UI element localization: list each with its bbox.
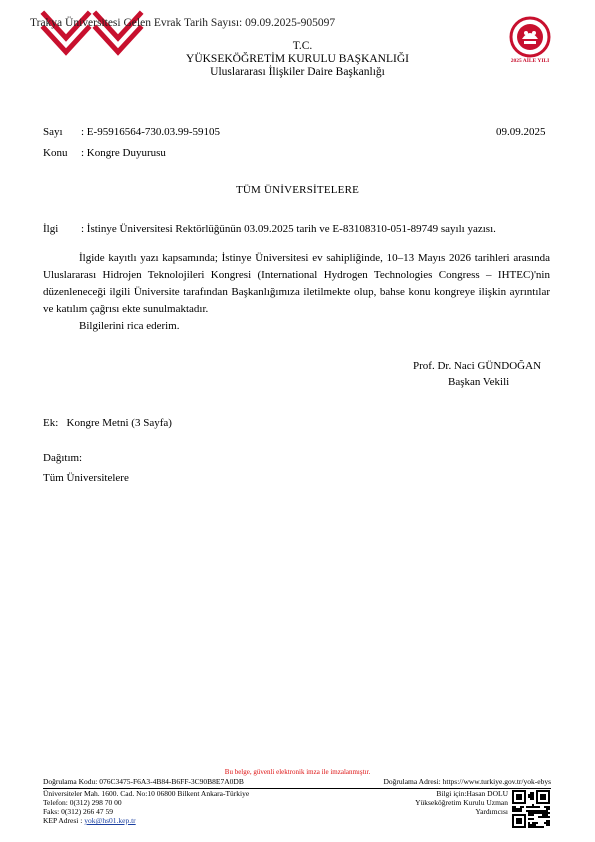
verification-code: Doğrulama Kodu: 076C3475-F6A3-4B84-B6FF-3C90B8E7A0DB	[43, 777, 244, 786]
info-title: Yükseköğretim Kurulu Uzman	[415, 798, 508, 807]
reference-row	[43, 223, 496, 235]
letter-body	[43, 250, 550, 335]
signature-block	[400, 358, 570, 390]
ilgi-label: İlgi	[43, 223, 59, 235]
verification-address[interactable]: Doğrulama Adresi: https://www.turkiye.gov.tr/yok-ebys	[383, 777, 551, 786]
info-role: Yardımcısı	[475, 807, 508, 816]
verification-qr-code	[512, 790, 550, 828]
signatory-title: Başkan Vekili	[448, 376, 510, 388]
verification-line	[43, 777, 551, 789]
incoming-document-stamp: Trakya Üniversitesi Gelen Evrak Tarih Sayısı: 09.09.2025-905097	[30, 17, 336, 29]
distribution-value: Tüm Üniversitelere	[43, 472, 129, 484]
body-paragraph-1: İlgide kayıtlı yazı kapsamında; İstinye Üniversitesi ev sahipliğinde, 10–13 Mayıs 2026 tarihleri arasında Uluslararası Hidrojen Teknolojileri Kongresi (International Hydrogen Technologies Congress – IHTEC)'nin düzenleneceği ilgili Üniversite tarafından Başkanlığımıza iletilmekte olup, bahse konu kongreye ilişkin ayrıntılar ve katılım çağrısı ekte sunulmaktadır.	[43, 252, 550, 315]
body-paragraph-2: Bilgilerini rica ederim.	[79, 320, 180, 332]
kep-row	[43, 816, 249, 825]
document-date: 09.09.2025	[496, 126, 546, 138]
signatory-name: Prof. Dr. Naci GÜNDOĞAN	[413, 360, 542, 372]
fax-number: Faks: 0(312) 266 47 59	[43, 807, 113, 816]
emblem-motto: 2025 AİLE YILI	[510, 58, 550, 64]
sayi-value: : E-95916564-730.03.99-59105	[81, 126, 221, 138]
sayi-row	[43, 126, 220, 139]
konu-value: : Kongre Duyurusu	[81, 147, 166, 159]
distribution-block	[43, 448, 129, 488]
kep-label: KEP Adresi :	[43, 816, 85, 825]
family-year-emblem	[500, 15, 560, 69]
ilgi-value: : İstinye Üniversitesi Rektörlüğünün 03.09.2025 tarih ve E-83108310-051-89749 sayılı yazısı.	[81, 223, 496, 235]
header-institution: YÜKSEKÖĞRETİM KURULU BAŞKANLIĞI	[186, 53, 409, 65]
header-department: Uluslararası İlişkiler Daire Başkanlığı	[210, 66, 385, 78]
family-year-emblem-icon	[500, 15, 560, 59]
konu-label: Konu	[43, 147, 68, 159]
info-contact-block	[380, 789, 508, 816]
phone-number: Telefon: 0(312) 298 70 00	[43, 798, 122, 807]
kep-address-link[interactable]: yok@hs01.kep.tr	[84, 816, 136, 825]
info-person: Bilgi için:Hasan DOLU	[436, 789, 508, 798]
postal-address: Üniversiteler Mah. 1600. Cad. No:10 06800 Bilkent Ankara-Türkiye	[43, 789, 250, 798]
recipient: TÜM ÜNİVERSİTELERE	[235, 184, 360, 196]
distribution-label: Dağıtım:	[43, 452, 83, 464]
e-signature-notice: Bu belge, güvenli elektronik imza ile imzalanmıştır.	[224, 768, 371, 776]
sayi-label: Sayı	[43, 126, 63, 138]
konu-row	[43, 147, 166, 160]
contact-block	[43, 789, 249, 825]
header-country: T.C.	[292, 40, 313, 52]
attachment-line: Ek: Kongre Metni (3 Sayfa)	[43, 417, 172, 429]
qr-code-icon	[512, 790, 550, 828]
